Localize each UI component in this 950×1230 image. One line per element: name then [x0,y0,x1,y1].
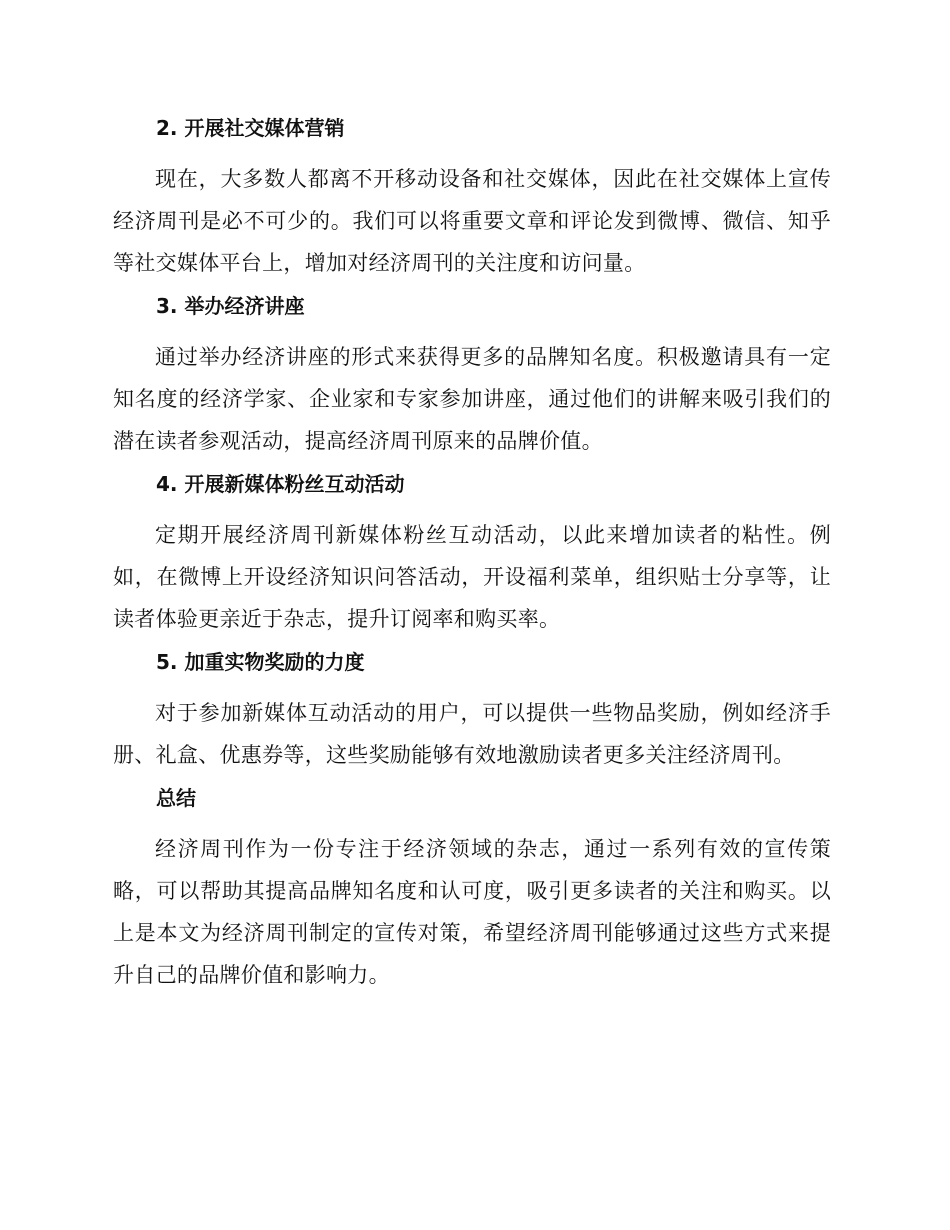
section-paragraph: 经济周刊作为一份专注于经济领域的杂志，通过一系列有效的宣传策略，可以帮助其提高品牌知名度和认可度，吸引更多读者的关注和购买。以上是本文为经济周刊制定的宣传对策，希望经济周刊能够通过这些方式来提升自己的品牌价值和影响力。 [113,837,831,987]
section-heading: 总结 [156,786,196,810]
section-economic-lectures [113,290,831,462]
section-physical-rewards [113,646,831,776]
section-paragraph: 现在，大多数人都离不开移动设备和社交媒体，因此在社交媒体上宣传经济周刊是必不可少的。我们可以将重要文章和评论发到微博、微信、知乎等社交媒体平台上，增加对经济周刊的关注度和访问量。 [113,167,831,275]
section-paragraph: 定期开展经济周刊新媒体粉丝互动活动，以此来增加读者的粘性。例如，在微博上开设经济知识问答活动，开设福利菜单，组织贴士分享等，让读者体验更亲近于杂志，提升订阅率和购买率。 [113,523,831,631]
section-paragraph: 对于参加新媒体互动活动的用户，可以提供一些物品奖励，例如经济手册、礼盒、优惠券等，这些奖励能够有效地激励读者更多关注经济周刊。 [113,701,831,767]
section-social-media-marketing [113,112,831,284]
document-content [113,112,831,1002]
section-summary [113,782,831,996]
section-fan-interaction [113,468,831,640]
section-heading: 2. 开展社交媒体营销 [156,116,345,140]
section-heading: 3. 举办经济讲座 [156,294,305,318]
section-paragraph: 通过举办经济讲座的形式来获得更多的品牌知名度。积极邀请具有一定知名度的经济学家、企业家和专家参加讲座，通过他们的讲解来吸引我们的潜在读者参观活动，提高经济周刊原来的品牌价值。 [113,345,831,453]
section-heading: 5. 加重实物奖励的力度 [156,650,365,674]
section-heading: 4. 开展新媒体粉丝互动活动 [156,472,405,496]
